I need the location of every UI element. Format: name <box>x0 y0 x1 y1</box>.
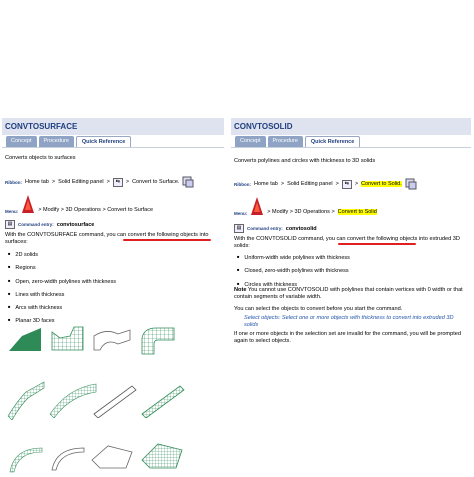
command-entry <box>5 220 94 229</box>
tab-quick-reference[interactable]: Quick Reference <box>305 136 360 147</box>
2d-solid-thumbnail <box>8 326 42 352</box>
list-item: ■ Open, zero-width polylines with thickness <box>8 275 116 288</box>
note-text: You cannot use CONVTOSOLID with polylines that contain vertices with 0 width or that contain segments of variable width. <box>234 287 463 300</box>
red-annotation-underline <box>123 239 211 241</box>
convert-surface-icon <box>182 176 194 188</box>
tab-procedure[interactable]: Procedure <box>268 136 303 147</box>
menu-label: Menu: <box>5 208 19 214</box>
note <box>234 287 466 301</box>
polyline-mesh-thumbnail <box>140 326 176 356</box>
ribbon-label: Ribbon: <box>234 181 251 187</box>
ribbon-home-tab[interactable]: Home tab <box>254 181 278 187</box>
ribbon-home-tab[interactable]: Home tab <box>25 179 49 185</box>
tab-concept[interactable]: Concept <box>6 136 37 147</box>
page-title: CONVTOSOLID <box>231 118 471 135</box>
ribbon-solid-editing-panel[interactable]: Solid Editing panel <box>58 179 104 185</box>
command-line-icon: ▤ <box>5 220 15 229</box>
planar-face-thumbnail <box>92 384 138 418</box>
ribbon-solid-editing-panel[interactable]: Solid Editing panel <box>287 181 333 187</box>
select-first-text: You can select the objects to convert before you start the command. <box>234 306 403 312</box>
convtosolid-panel <box>231 118 471 148</box>
separator: > <box>335 181 339 187</box>
separator: > <box>51 179 56 185</box>
command-entry <box>234 224 317 233</box>
tab-bar <box>231 136 471 148</box>
tab-bar <box>2 136 224 148</box>
autocad-app-icon <box>21 194 35 214</box>
tab-quick-reference[interactable]: Quick Reference <box>76 136 131 147</box>
region-thumbnail <box>50 326 84 352</box>
command-name: convtosurface <box>56 221 95 228</box>
command-entry-label: Command entry: <box>18 222 54 227</box>
command-entry-label: Command entry: <box>247 226 283 231</box>
object-list <box>8 248 116 328</box>
autocad-app-icon <box>250 196 264 216</box>
ribbon-path <box>234 178 417 190</box>
list-item: ■ Lines with thickness <box>8 288 116 301</box>
note-label: Note <box>234 287 247 293</box>
arc-outline-thumbnail <box>48 444 88 472</box>
ribbon-label: Ribbon: <box>5 179 22 185</box>
ribbon-path <box>5 176 194 188</box>
convert-icon: ⇆ <box>342 180 352 189</box>
menu-convert-to-solid[interactable]: Convert to Solid <box>337 209 377 215</box>
body-text: With the CONVTOSOLID command, you can convert the following objects into extruded 3D solids: <box>234 236 460 249</box>
menu-path <box>5 194 153 214</box>
menu-path-text: > Modify > 3D Operations > Convert to Surface <box>38 207 154 213</box>
select-objects-prompt: Select objects: Select one or more objects with thickness to convert into extruded 3D solids <box>244 315 454 328</box>
menu-path <box>234 196 377 216</box>
separator: > <box>354 181 359 187</box>
command-line-icon: ▤ <box>234 224 244 233</box>
page-title: CONVTOSURFACE <box>2 118 224 135</box>
lines-thickness-thumbnail <box>6 380 46 420</box>
face-outline-thumbnail <box>90 444 134 470</box>
arcs-thickness-thumbnail <box>48 378 98 418</box>
list-item: ■ Circles with thickness <box>237 278 350 291</box>
menu-path-text: > Modify > 3D Operations > <box>267 209 335 215</box>
ribbon-convert-to-solid[interactable]: Convert to Solid. <box>361 181 402 187</box>
arc-surface-thumbnail <box>6 444 46 474</box>
convert-solid-icon <box>405 178 417 190</box>
tab-concept[interactable]: Concept <box>235 136 266 147</box>
command-name: convtosolid <box>285 225 317 232</box>
list-item: ■ Regions <box>8 261 116 274</box>
face-mesh-thumbnail <box>140 442 184 470</box>
ribbon-convert-to-surface[interactable]: Convert to Surface. <box>132 179 180 185</box>
red-annotation-underline <box>338 243 416 245</box>
description: Converts polylines and circles with thickness to 3D solids <box>234 158 376 164</box>
separator: > <box>125 179 130 185</box>
list-item: ■ 2D solids <box>8 248 116 261</box>
list-item: ■ Closed, zero-width polylines with thickness <box>237 264 350 277</box>
convert-icon: ⇆ <box>113 178 123 187</box>
list-item: ■ Uniform-width wide polylines with thickness <box>237 251 350 264</box>
tab-procedure[interactable]: Procedure <box>39 136 74 147</box>
list-item: ■ Arcs with thickness <box>8 301 116 314</box>
planar-face-mesh-thumbnail <box>140 384 186 418</box>
menu-label: Menu: <box>234 210 248 216</box>
list-item: ■ Planar 3D faces <box>8 314 116 327</box>
invalid-selection-text: If one or more objects in the selection set are invalid for the command, you will be prompted again to select objects. <box>234 331 461 344</box>
separator: > <box>280 181 285 187</box>
separator: > <box>106 179 110 185</box>
body-text: With the CONVTOSURFACE command, you can convert the following objects into surfaces: <box>5 232 209 245</box>
object-list <box>237 251 350 291</box>
open-polyline-thumbnail <box>92 326 132 352</box>
convtosurface-panel <box>2 118 224 148</box>
description: Converts objects to surfaces <box>5 155 76 161</box>
